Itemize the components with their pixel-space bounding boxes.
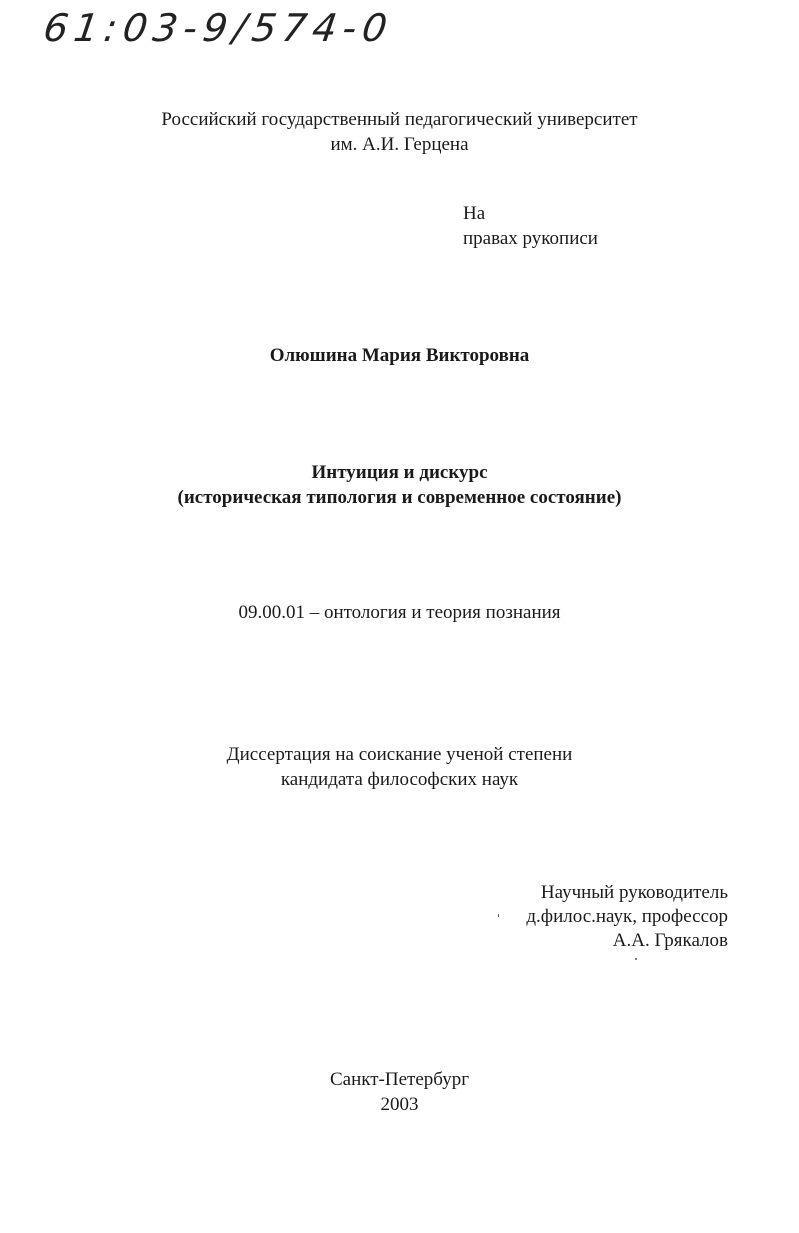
author-name: Олюшина Мария Викторовна [269,345,530,366]
supervisor-label: Научный руководитель [540,882,728,903]
university-name: Российский государственный педагогический университет [161,109,638,130]
manuscript-note-line1: На [463,203,486,224]
archive-stamp: 61:03-9/574-0 [40,6,396,50]
scan-speck [635,958,637,960]
dissertation-title: Интуиция и дискурс [311,462,488,483]
scan-speck [498,914,499,917]
degree-line1: Диссертация на соискание ученой степени [226,744,573,765]
supervisor-credentials: д.филос.наук, профессор [526,906,728,927]
dissertation-subtitle: (историческая типология и современное состояние) [177,487,622,508]
specialty-code: 09.00.01 – онтология и теория познания [238,602,561,623]
supervisor-name: А.А. Грякалов [612,930,728,951]
year: 2003 [380,1094,419,1115]
degree-line2: кандидата философских наук [280,769,519,790]
university-named-after: им. А.И. Герцена [330,134,469,155]
manuscript-note-line2: правах рукописи [463,228,598,249]
city: Санкт-Петербург [329,1069,469,1090]
